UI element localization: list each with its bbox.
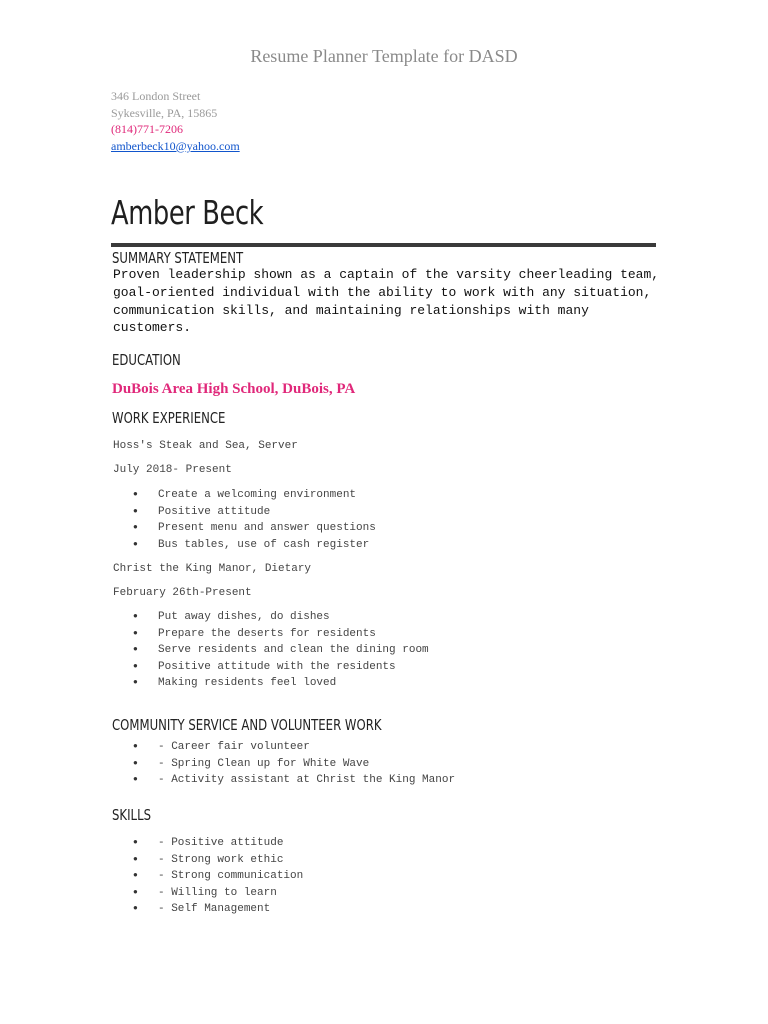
job-duties-list [113,487,376,553]
list-item: ● Making residents feel loved [113,675,429,692]
document-title: Resume Planner Template for DASD [250,46,518,66]
list-item: ● - Willing to learn [113,885,303,902]
summary-line: goal-oriented individual with the ability to work with any situation, [113,284,652,300]
list-item: ● Create a welcoming environment [113,487,376,504]
name-divider [111,243,656,247]
list-item: ● Positive attitude with the residents [113,659,429,676]
job-title: Hoss's Steak and Sea, Server [113,440,298,452]
contact-email-link[interactable]: amberbeck10@yahoo.com [111,138,240,153]
contact-street: 346 London Street [111,89,201,103]
skills-heading: SKILLS [112,806,152,824]
list-item: ● - Positive attitude [113,835,303,852]
skills-list [113,835,303,918]
education-heading: EDUCATION [112,351,181,369]
summary-line: communication skills, and maintaining relationships with many customers. [113,302,589,336]
summary-heading: SUMMARY STATEMENT [112,249,244,267]
job-title: Christ the King Manor, Dietary [113,563,312,575]
list-item: ● - Career fair volunteer [113,739,455,756]
work-heading: WORK EXPERIENCE [112,409,226,427]
list-item: ● Put away dishes, do dishes [113,609,429,626]
contact-city: Sykesville, PA, 15865 [111,105,218,120]
community-heading: COMMUNITY SERVICE AND VOLUNTEER WORK [112,716,382,734]
list-item: ● Serve residents and clean the dining room [113,642,429,659]
list-item: ● - Spring Clean up for White Wave [113,756,455,773]
list-item: ● - Strong work ethic [113,852,303,869]
list-item: ● - Self Management [113,901,303,918]
list-item: ● - Strong communication [113,868,303,885]
school-name: DuBois Area High School, DuBois, PA [112,381,356,397]
list-item: ● Present menu and answer questions [113,520,376,537]
summary-line: Proven leadership shown as a captain of the varsity cheerleading team, [113,267,660,282]
community-list [113,739,455,789]
job-dates: July 2018- Present [113,464,232,476]
list-item: ● - Activity assistant at Christ the King Manor [113,772,455,789]
resume-name: Amber Beck [111,193,264,232]
contact-phone: (814)771-7206 [111,122,183,137]
list-item: ● Prepare the deserts for residents [113,626,429,643]
job-duties-list [113,609,429,692]
list-item: ● Positive attitude [113,504,376,521]
contact-block [111,88,240,154]
list-item: ● Bus tables, use of cash register [113,537,376,554]
summary-statement [113,266,673,337]
job-dates: February 26th-Present [113,587,252,599]
